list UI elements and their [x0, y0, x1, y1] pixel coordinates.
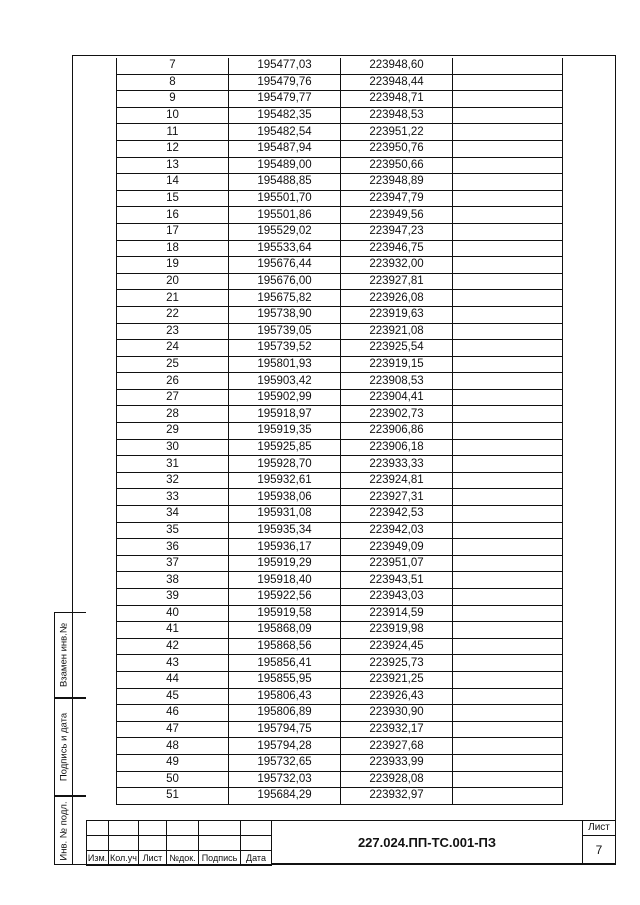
coord-y: 223906,86	[341, 423, 453, 440]
table-row	[117, 671, 563, 688]
coord-x: 195732,65	[229, 754, 341, 771]
coord-x: 195794,75	[229, 721, 341, 738]
coord-x: 195489,00	[229, 157, 341, 174]
coord-x: 195918,40	[229, 572, 341, 589]
table-row	[117, 157, 563, 174]
coord-y: 223948,89	[341, 174, 453, 191]
point-number: 37	[117, 555, 229, 572]
coord-x: 195501,86	[229, 207, 341, 224]
coord-y: 223906,18	[341, 439, 453, 456]
coord-x: 195938,06	[229, 489, 341, 506]
empty-cell	[453, 257, 563, 274]
signature-date-label: Подпись и дата	[58, 712, 69, 782]
table-row	[117, 306, 563, 323]
table-row	[117, 655, 563, 672]
coord-y: 223947,79	[341, 190, 453, 207]
point-number: 13	[117, 157, 229, 174]
original-inventory-stamp	[54, 796, 72, 865]
table-row	[117, 423, 563, 440]
point-number: 41	[117, 622, 229, 639]
empty-cell	[453, 290, 563, 307]
coord-y: 223924,81	[341, 472, 453, 489]
coordinates-table	[116, 58, 563, 805]
empty-cell	[453, 754, 563, 771]
point-number: 7	[117, 58, 229, 74]
point-number: 22	[117, 306, 229, 323]
coord-x: 195676,44	[229, 257, 341, 274]
table-row	[117, 522, 563, 539]
coord-y: 223919,63	[341, 306, 453, 323]
coord-y: 223948,60	[341, 58, 453, 74]
coord-x: 195918,97	[229, 406, 341, 423]
coord-y: 223921,25	[341, 671, 453, 688]
empty-cell	[453, 58, 563, 74]
point-number: 34	[117, 506, 229, 523]
empty-cell	[453, 356, 563, 373]
table-row	[117, 124, 563, 141]
empty-cell	[453, 555, 563, 572]
empty-cell	[453, 622, 563, 639]
title-block-header: Дата	[241, 851, 272, 866]
point-number: 19	[117, 257, 229, 274]
coord-x: 195738,90	[229, 306, 341, 323]
coord-x: 195482,54	[229, 124, 341, 141]
empty-cell	[453, 539, 563, 556]
coord-y: 223927,31	[341, 489, 453, 506]
point-number: 44	[117, 671, 229, 688]
coord-x: 195928,70	[229, 456, 341, 473]
empty-cell	[453, 207, 563, 224]
title-block-header: Кол.уч	[109, 851, 139, 866]
coord-y: 223926,43	[341, 688, 453, 705]
table-row	[117, 74, 563, 91]
coord-y: 223943,03	[341, 589, 453, 606]
table-row	[117, 389, 563, 406]
point-number: 46	[117, 705, 229, 722]
empty-cell	[453, 771, 563, 788]
coord-y: 223951,07	[341, 555, 453, 572]
table-row	[117, 472, 563, 489]
point-number: 11	[117, 124, 229, 141]
replacement-inventory-field	[72, 612, 86, 698]
empty-cell	[453, 638, 563, 655]
table-row	[117, 223, 563, 240]
coord-x: 195902,99	[229, 389, 341, 406]
table-row	[117, 356, 563, 373]
empty-cell	[453, 140, 563, 157]
coord-x: 195487,94	[229, 140, 341, 157]
point-number: 48	[117, 738, 229, 755]
coord-y: 223925,73	[341, 655, 453, 672]
empty-cell	[453, 373, 563, 390]
title-block-header: Лист	[139, 851, 167, 866]
table-row	[117, 340, 563, 357]
empty-cell	[453, 406, 563, 423]
replacement-inventory-label: Взамен инв.№	[58, 622, 69, 688]
empty-cell	[453, 456, 563, 473]
coord-x: 195794,28	[229, 738, 341, 755]
table-row	[117, 107, 563, 124]
original-inventory-label: Инв. № подл.	[58, 800, 69, 861]
table-row	[117, 572, 563, 589]
point-number: 30	[117, 439, 229, 456]
coord-x: 195936,17	[229, 539, 341, 556]
coord-y: 223933,99	[341, 754, 453, 771]
coord-x: 195868,56	[229, 638, 341, 655]
point-number: 15	[117, 190, 229, 207]
coord-y: 223932,97	[341, 788, 453, 805]
empty-cell	[453, 423, 563, 440]
point-number: 47	[117, 721, 229, 738]
coord-x: 195684,29	[229, 788, 341, 805]
empty-cell	[453, 389, 563, 406]
coord-y: 223926,08	[341, 290, 453, 307]
sheet-box	[583, 820, 616, 864]
point-number: 32	[117, 472, 229, 489]
signature-date-field	[72, 698, 86, 796]
coord-y: 223948,71	[341, 91, 453, 108]
table-row	[117, 754, 563, 771]
coord-x: 195533,64	[229, 240, 341, 257]
empty-cell	[453, 223, 563, 240]
coord-x: 195925,85	[229, 439, 341, 456]
coord-x: 195931,08	[229, 506, 341, 523]
table-row	[117, 240, 563, 257]
table-row	[117, 771, 563, 788]
point-number: 18	[117, 240, 229, 257]
coord-x: 195919,35	[229, 423, 341, 440]
table-row	[117, 738, 563, 755]
point-number: 45	[117, 688, 229, 705]
table-row	[117, 406, 563, 423]
empty-cell	[453, 589, 563, 606]
empty-cell	[453, 721, 563, 738]
coord-x: 195732,03	[229, 771, 341, 788]
empty-cell	[453, 340, 563, 357]
table-row	[117, 705, 563, 722]
coord-y: 223914,59	[341, 605, 453, 622]
coord-y: 223919,98	[341, 622, 453, 639]
coord-y: 223933,33	[341, 456, 453, 473]
title-block	[86, 820, 616, 865]
coord-y: 223932,17	[341, 721, 453, 738]
table-row	[117, 58, 563, 74]
table-row	[117, 373, 563, 390]
point-number: 17	[117, 223, 229, 240]
coord-x: 195479,77	[229, 91, 341, 108]
point-number: 14	[117, 174, 229, 191]
revision-table	[86, 820, 272, 866]
empty-cell	[453, 705, 563, 722]
coord-y: 223927,68	[341, 738, 453, 755]
coord-y: 223942,03	[341, 522, 453, 539]
empty-cell	[453, 157, 563, 174]
point-number: 42	[117, 638, 229, 655]
coord-x: 195801,93	[229, 356, 341, 373]
coord-x: 195482,35	[229, 107, 341, 124]
empty-cell	[453, 273, 563, 290]
point-number: 8	[117, 74, 229, 91]
coord-y: 223930,90	[341, 705, 453, 722]
table-row	[117, 788, 563, 805]
empty-cell	[453, 74, 563, 91]
empty-cell	[453, 240, 563, 257]
coord-x: 195856,41	[229, 655, 341, 672]
table-row	[117, 506, 563, 523]
point-number: 50	[117, 771, 229, 788]
coord-y: 223932,00	[341, 257, 453, 274]
point-number: 26	[117, 373, 229, 390]
empty-cell	[453, 472, 563, 489]
empty-cell	[453, 788, 563, 805]
coord-y: 223950,66	[341, 157, 453, 174]
table-row	[117, 539, 563, 556]
empty-cell	[453, 124, 563, 141]
table-row	[117, 323, 563, 340]
empty-cell	[453, 506, 563, 523]
point-number: 40	[117, 605, 229, 622]
point-number: 25	[117, 356, 229, 373]
point-number: 12	[117, 140, 229, 157]
table-row	[117, 257, 563, 274]
point-number: 20	[117, 273, 229, 290]
replacement-inventory-stamp	[54, 612, 72, 698]
coord-y: 223943,51	[341, 572, 453, 589]
point-number: 43	[117, 655, 229, 672]
table-row	[117, 688, 563, 705]
coord-y: 223921,08	[341, 323, 453, 340]
point-number: 49	[117, 754, 229, 771]
title-block-header: Подпись	[199, 851, 241, 866]
empty-cell	[453, 107, 563, 124]
sheet-label: Лист	[583, 821, 615, 836]
table-row	[117, 439, 563, 456]
coord-x: 195675,82	[229, 290, 341, 307]
point-number: 28	[117, 406, 229, 423]
empty-cell	[453, 323, 563, 340]
table-row	[117, 456, 563, 473]
table-row	[117, 140, 563, 157]
point-number: 31	[117, 456, 229, 473]
coord-x: 195739,05	[229, 323, 341, 340]
empty-cell	[453, 489, 563, 506]
coord-x: 195903,42	[229, 373, 341, 390]
empty-cell	[453, 655, 563, 672]
document-code: 227.024.ПП-ТС.001-ПЗ	[271, 820, 583, 864]
coord-x: 195501,70	[229, 190, 341, 207]
coord-x: 195868,09	[229, 622, 341, 639]
coord-x: 195922,56	[229, 589, 341, 606]
point-number: 27	[117, 389, 229, 406]
point-number: 9	[117, 91, 229, 108]
empty-cell	[453, 91, 563, 108]
table-row	[117, 489, 563, 506]
signature-date-stamp	[54, 698, 72, 796]
coord-y: 223928,08	[341, 771, 453, 788]
coord-x: 195855,95	[229, 671, 341, 688]
empty-cell	[453, 439, 563, 456]
empty-cell	[453, 605, 563, 622]
table-row	[117, 273, 563, 290]
coord-y: 223948,44	[341, 74, 453, 91]
empty-cell	[453, 306, 563, 323]
table-row	[117, 174, 563, 191]
title-block-header: Изм.	[87, 851, 109, 866]
coord-y: 223947,23	[341, 223, 453, 240]
coord-x: 195935,34	[229, 522, 341, 539]
coord-y: 223949,56	[341, 207, 453, 224]
point-number: 38	[117, 572, 229, 589]
coord-y: 223948,53	[341, 107, 453, 124]
table-row	[117, 589, 563, 606]
point-number: 51	[117, 788, 229, 805]
empty-cell	[453, 174, 563, 191]
coord-y: 223902,73	[341, 406, 453, 423]
coord-x: 195919,29	[229, 555, 341, 572]
coord-x: 195477,03	[229, 58, 341, 74]
table-row	[117, 721, 563, 738]
empty-cell	[453, 190, 563, 207]
point-number: 21	[117, 290, 229, 307]
point-number: 16	[117, 207, 229, 224]
coord-y: 223908,53	[341, 373, 453, 390]
coord-x: 195488,85	[229, 174, 341, 191]
empty-cell	[453, 572, 563, 589]
point-number: 29	[117, 423, 229, 440]
coord-y: 223942,53	[341, 506, 453, 523]
coord-y: 223950,76	[341, 140, 453, 157]
coord-y: 223949,09	[341, 539, 453, 556]
coord-y: 223927,81	[341, 273, 453, 290]
coord-y: 223946,75	[341, 240, 453, 257]
empty-cell	[453, 688, 563, 705]
sheet-number: 7	[595, 843, 603, 857]
table-row	[117, 638, 563, 655]
point-number: 35	[117, 522, 229, 539]
coord-x: 195676,00	[229, 273, 341, 290]
point-number: 24	[117, 340, 229, 357]
point-number: 33	[117, 489, 229, 506]
coord-x: 195919,58	[229, 605, 341, 622]
point-number: 10	[117, 107, 229, 124]
table-row	[117, 190, 563, 207]
coord-y: 223925,54	[341, 340, 453, 357]
table-row	[117, 555, 563, 572]
point-number: 23	[117, 323, 229, 340]
coord-y: 223924,45	[341, 638, 453, 655]
coord-x: 195739,52	[229, 340, 341, 357]
coord-x: 195932,61	[229, 472, 341, 489]
coord-y: 223904,41	[341, 389, 453, 406]
empty-cell	[453, 738, 563, 755]
coord-y: 223951,22	[341, 124, 453, 141]
table-row	[117, 207, 563, 224]
empty-cell	[453, 522, 563, 539]
table-row	[117, 605, 563, 622]
table-row	[117, 622, 563, 639]
empty-cell	[453, 671, 563, 688]
point-number: 36	[117, 539, 229, 556]
original-inventory-field	[72, 796, 86, 865]
coord-x: 195529,02	[229, 223, 341, 240]
coord-x: 195806,89	[229, 705, 341, 722]
table-row	[117, 290, 563, 307]
coord-x: 195479,76	[229, 74, 341, 91]
table-row	[117, 91, 563, 108]
title-block-header: №док.	[167, 851, 199, 866]
coord-x: 195806,43	[229, 688, 341, 705]
coord-y: 223919,15	[341, 356, 453, 373]
point-number: 39	[117, 589, 229, 606]
